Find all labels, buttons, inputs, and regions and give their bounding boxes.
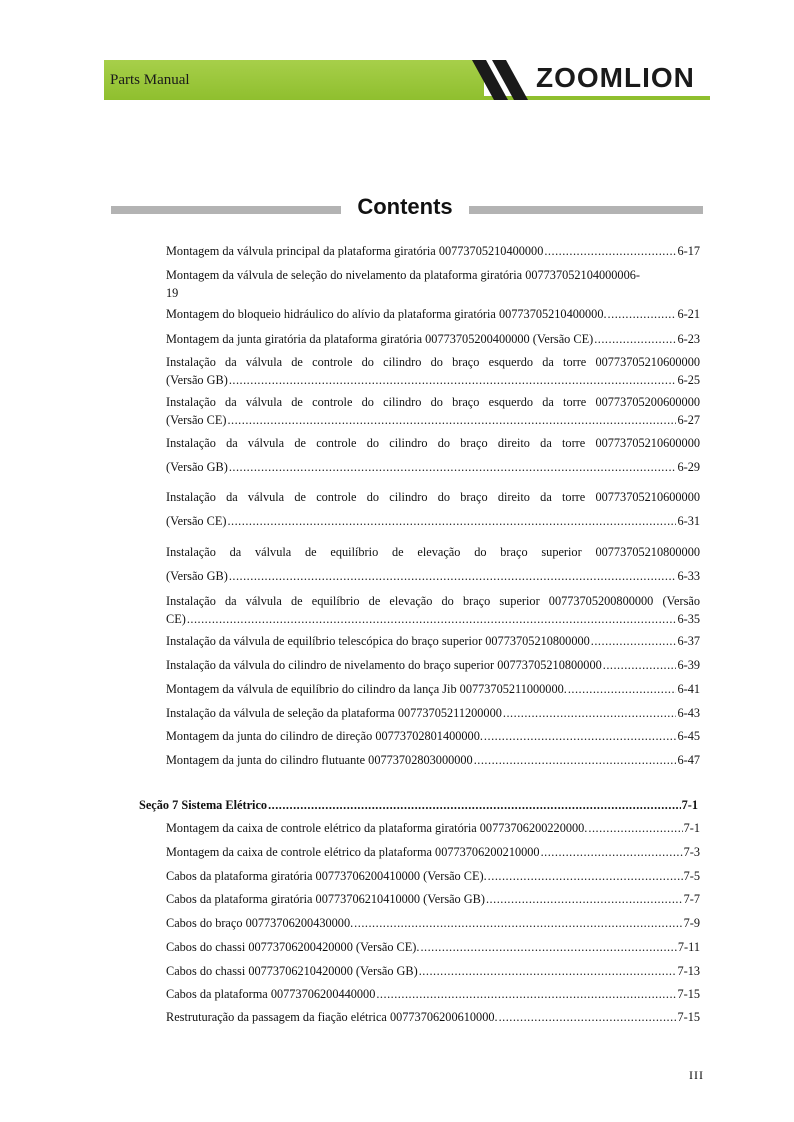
entry-title-line: (Versão GB): [166, 569, 228, 583]
toc-section-heading[interactable]: [139, 796, 698, 814]
dot-leader: [187, 610, 677, 628]
toc-entry[interactable]: [166, 656, 700, 674]
toc-entry[interactable]: [166, 543, 700, 585]
entry-page: 6-39: [677, 658, 700, 672]
entry-title-line: (Versão GB): [166, 460, 228, 474]
entry-page: 7-3: [683, 845, 700, 859]
brand-name: ZOOMLION: [536, 62, 695, 93]
entry-title: Cabos do braço 00773706200430000.: [166, 916, 354, 930]
entry-title: Montagem da junta do cilindro de direção 00773702801400000.: [166, 729, 483, 743]
toc-entry[interactable]: [166, 890, 700, 908]
entry-page: 6-33: [677, 569, 700, 583]
section-title: Seção 7 Sistema Elétrico: [139, 798, 268, 812]
entry-page: 6-31: [677, 514, 700, 528]
entry-title-line: (Versão CE): [166, 514, 227, 528]
toc-entry[interactable]: [166, 1008, 700, 1026]
toc-entry[interactable]: [166, 242, 700, 260]
entry-page: 6-17: [677, 244, 700, 258]
entry-title: Cabos da plataforma giratória 00773706210410000 (Versão GB): [166, 892, 485, 906]
dot-leader: [594, 330, 676, 348]
dot-leader: [419, 962, 677, 980]
toc-entry[interactable]: [166, 592, 700, 628]
toc-entry[interactable]: [166, 680, 700, 698]
entry-title: Montagem da junta giratória da plataforma giratória 00773705200400000 (Versão CE): [166, 332, 594, 346]
entry-title-line: 19: [166, 286, 179, 300]
toc-entry[interactable]: [166, 393, 700, 429]
toc-entry[interactable]: [166, 962, 700, 980]
dot-leader: [499, 1008, 677, 1026]
dot-leader: [354, 914, 682, 932]
entry-page: 6-45: [677, 729, 700, 743]
page-number: III: [689, 1068, 704, 1082]
toc-entry[interactable]: [166, 704, 700, 722]
toc-entry[interactable]: [166, 914, 700, 932]
dot-leader: [484, 727, 677, 745]
contents-title: Contents: [357, 194, 453, 219]
entry-page: 6-47: [677, 753, 700, 767]
entry-title-line: Montagem da válvula de seleção do nivelamento da plataforma giratória 007737052104000006-: [166, 268, 640, 282]
title-bar-right: [469, 206, 703, 214]
dot-leader: [229, 458, 677, 476]
entry-page: 6-37: [677, 634, 700, 648]
toc-entry[interactable]: [166, 985, 700, 1003]
entry-page: 6-25: [677, 373, 700, 387]
entry-page: 7-5: [683, 869, 700, 883]
dot-leader: [591, 632, 677, 650]
toc-entry[interactable]: [166, 727, 700, 745]
entry-title: Instalação da válvula do cilindro de nivelamento do braço superior 00773705210800000: [166, 658, 602, 672]
dot-leader: [486, 890, 683, 908]
entry-title: Instalação da válvula de equilíbrio telescópica do braço superior 00773705210800000: [166, 634, 590, 648]
entry-title-line: Instalação da válvula de controle do cilindro do braço esquerdo da torre 00773705200600000: [166, 395, 700, 409]
toc-entry[interactable]: [166, 867, 700, 885]
entry-title-line: CE): [166, 612, 186, 626]
entry-title-line: Instalação da válvula de equilíbrio de elevação do braço superior 00773705200800000 (Versão: [166, 594, 700, 608]
entry-title-line: Instalação da válvula de controle do cilindro do braço esquerdo da torre 00773705210600000: [166, 355, 700, 369]
entry-page: 6-29: [677, 460, 700, 474]
entry-page: 7-15: [677, 1010, 700, 1024]
dot-leader: [376, 985, 676, 1003]
manual-label: Parts Manual: [110, 72, 190, 88]
entry-page: 6-43: [677, 706, 700, 720]
entry-title-line: Instalação da válvula de controle do cilindro do braço direito da torre 00773705210600000: [166, 490, 700, 504]
entry-title: Instalação da válvula de seleção da plataforma 00773705211200000: [166, 706, 502, 720]
entry-page: 6-41: [677, 682, 700, 696]
toc-entry[interactable]: [166, 434, 700, 476]
dot-leader: [488, 867, 683, 885]
entry-page: 7-13: [677, 964, 700, 978]
entry-page: 7-9: [683, 916, 700, 930]
entry-title: Cabos da plataforma giratória 00773706200410000 (Versão CE).: [166, 869, 487, 883]
entry-page: 7-15: [677, 987, 700, 1001]
dot-leader: [227, 411, 676, 429]
dot-leader: [608, 305, 677, 323]
page-header: [104, 60, 710, 100]
dot-leader: [588, 819, 682, 837]
entry-title: Montagem da caixa de controle elétrico da plataforma giratória 00773706200220000.: [166, 821, 588, 835]
entry-title-line: (Versão GB): [166, 373, 228, 387]
entry-title: Restruturação da passagem da fiação elétrica 00773706200610000.: [166, 1010, 498, 1024]
toc-entry[interactable]: [166, 938, 700, 956]
zoomlion-logo-icon: [470, 60, 532, 100]
entry-page: 6-23: [677, 332, 700, 346]
toc-entry[interactable]: [166, 751, 700, 769]
dot-leader: [568, 680, 677, 698]
dot-leader: [503, 704, 677, 722]
dot-leader: [227, 512, 676, 530]
toc-entry[interactable]: [166, 353, 700, 389]
toc-entry[interactable]: [166, 488, 700, 530]
dot-leader: [541, 843, 683, 861]
dot-leader: [420, 938, 676, 956]
entry-page: 7-11: [677, 940, 700, 954]
toc-entry[interactable]: [166, 819, 700, 837]
entry-title: Cabos do chassi 00773706210420000 (Versão GB): [166, 964, 418, 978]
entry-title-line: Instalação da válvula de controle do cilindro do braço direito da torre 00773705210600000: [166, 436, 700, 450]
entry-page: 6-21: [677, 307, 700, 321]
toc-entry[interactable]: [166, 330, 700, 348]
entry-title: Montagem da junta do cilindro flutuante 00773702803000000: [166, 753, 473, 767]
entry-title-line: Instalação da válvula de equilíbrio de elevação do braço superior 00773705210800000: [166, 545, 700, 559]
section-page: 7-1: [681, 798, 698, 812]
dot-leader: [229, 371, 677, 389]
entry-page: 7-7: [683, 892, 700, 906]
dot-leader: [474, 751, 677, 769]
dot-leader: [229, 567, 677, 585]
entry-title: Montagem do bloqueio hidráulico do alívio da plataforma giratória 00773705210400000.: [166, 307, 607, 321]
entry-title: Montagem da válvula principal da plataforma giratória 00773705210400000: [166, 244, 544, 258]
contents-heading: [111, 196, 703, 224]
dot-leader: [544, 242, 676, 260]
title-bar-left: [111, 206, 341, 214]
toc-entry[interactable]: [166, 266, 700, 302]
toc-entry[interactable]: [166, 305, 700, 323]
entry-page: 6-35: [677, 612, 700, 626]
dot-leader: [603, 656, 677, 674]
entry-title: Cabos da plataforma 00773706200440000: [166, 987, 376, 1001]
entry-page: 7-1: [683, 821, 700, 835]
entry-title: Montagem da caixa de controle elétrico da plataforma 00773706200210000: [166, 845, 540, 859]
dot-leader: [268, 796, 681, 814]
entry-title-line: (Versão CE): [166, 413, 227, 427]
entry-page: 6-27: [677, 413, 700, 427]
entry-title: Montagem da válvula de equilíbrio do cilindro da lança Jib 00773705211000000.: [166, 682, 567, 696]
toc-entry[interactable]: [166, 843, 700, 861]
toc-entry[interactable]: [166, 632, 700, 650]
entry-title: Cabos do chassi 00773706200420000 (Versão CE).: [166, 940, 420, 954]
